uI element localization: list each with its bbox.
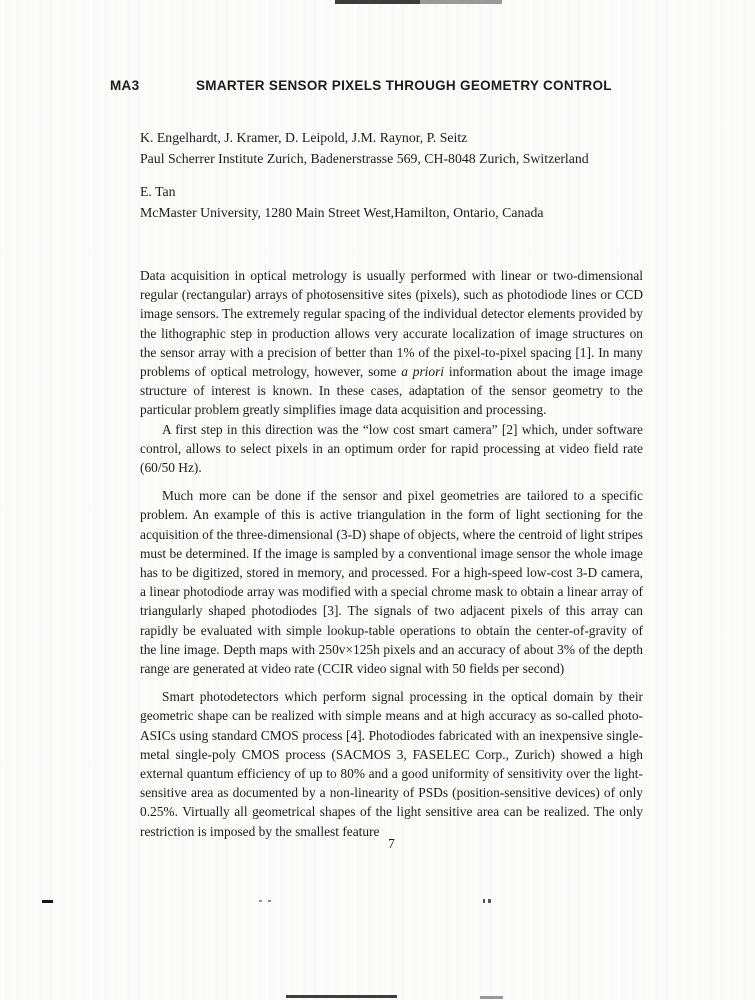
session-code: MA3: [110, 78, 140, 93]
scan-artifact-speck: [259, 900, 262, 902]
paragraph: [140, 687, 643, 841]
scan-artifact-speck: [488, 899, 491, 903]
scan-artifact-dash: [42, 900, 53, 903]
text-run: information about the image image structure of interest is known. In these cases, adaptation of the sensor geometry to the particular problem greatly simplifies image data acquisition and processing.: [140, 364, 643, 418]
text-run: Smart photodetectors which perform signal processing in the optical domain by their geometric shape can be realized with simple means and at high accuracy as so-called photo-ASICs using standard CMOS process [4]. Photodiodes fabricated with an inexpensive single-metal single-poly CMOS process (SACMOS 3, FASELEC Corp., Zurich) showed a high external quantum efficiency of up to 80% and a good uniformity of sensitivity over the light-sensitive area as documented by a non-linearity of PSDs (position-sensitive devices) of only 0.25%. Virtually all geometrical shapes of the light sensitive area can be realized. The only restriction is imposed by the smallest feature: [140, 689, 643, 839]
scan-artifact-speck: [483, 899, 485, 903]
author-affiliation: Paul Scherrer Institute Zurich, Badenerstrasse 569, CH-8048 Zurich, Switzerland: [140, 150, 589, 166]
paragraph: [140, 420, 643, 478]
article-body: [140, 266, 643, 841]
author-names: E. Tan: [140, 184, 176, 199]
italic-text-run: a priori: [401, 364, 444, 380]
paper-title: SMARTER SENSOR PIXELS THROUGH GEOMETRY CONTROL: [196, 78, 612, 93]
author-names: K. Engelhardt, J. Kramer, D. Leipold, J.M. Raynor, P. Seitz: [140, 130, 468, 145]
scan-artifact-speck: [268, 900, 271, 902]
scan-artifact-top-bar-dark: [335, 0, 420, 4]
text-run: A first step in this direction was the “low cost smart camera” [2] which, under software control, allows to select pixels in an optimum order for rapid processing at video field rate (60/50 Hz).: [140, 421, 643, 476]
scan-artifact-bottom-bar-dark: [286, 995, 397, 998]
scan-artifact-top-bar-light: [420, 0, 502, 4]
authors-block: [140, 128, 660, 236]
text-run: Data acquisition in optical metrology is usually performed with linear or two-dimensional regular (rectangular) arrays of photosensitive sites (pixels), such as photodiode lines or CCD image sensors. The extremely regular spacing of the individual detector elements provided by the lithographic step in production allows very accurate localization of image structures on the sensor array with a precision of better than 1% of the pixel-to-pixel spacing [1]. In many problems of optical metrology, however, some: [140, 268, 643, 380]
paragraph: [140, 266, 643, 420]
paragraph: [140, 486, 643, 678]
author-group: [140, 182, 660, 223]
text-run: Much more can be done if the sensor and pixel geometries are tailored to a specific problem. An example of this is active triangulation in the form of light sectioning for the acquisition of the three-dimensional (3-D) shape of objects, where the centroid of light stripes must be determined. If the image is sampled by a conventional image sensor the whole image has to be digitized, stored in memory, and processed. For a high-speed low-cost 3-D camera, a linear photodiode array was modified with a special chrome mask to obtain a linear array of triangularly shaped photodiodes [3]. The signals of two adjacent pixels of this array can rapidly be evaluated with simple lookup-table operations to obtain the center-of-gravity of the line image. Depth maps with 250v×125h pixels and an accuracy of about 3% of the depth range are generated at video rate (CCIR video signal with 50 fields per second): [140, 488, 643, 677]
scan-artifact-bottom-bar-light: [480, 996, 503, 999]
author-affiliation: McMaster University, 1280 Main Street West,Hamilton, Ontario, Canada: [140, 204, 544, 220]
author-group: [140, 128, 660, 169]
page-number: 7: [388, 836, 395, 851]
